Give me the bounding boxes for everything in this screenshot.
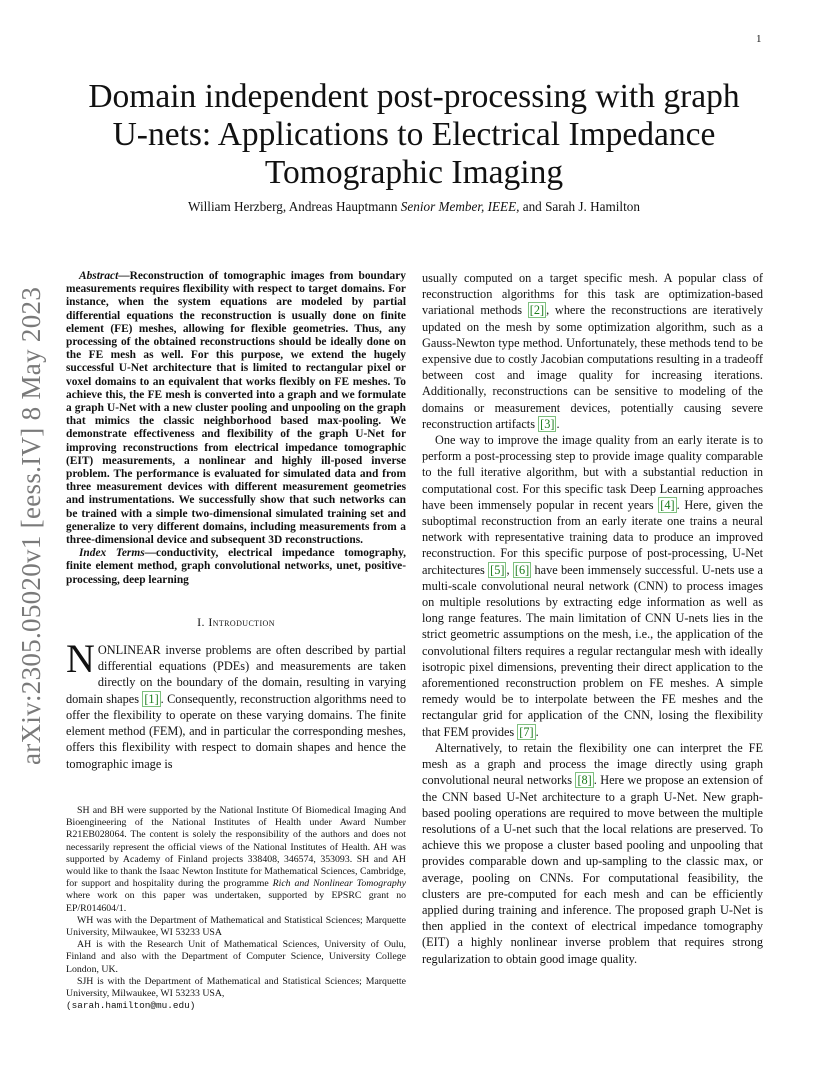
text-run: , where the reconstructions are iteratively updated on the mesh by some optimization algorithm, such as a Gauss-Newton type method. Unfortunately, these methods tend to be expensive due to costly Jacobian computations resulting in a tradeoff between cost and image quality for increasing iterations. Additionally, reconstructions can be sensitive to modeling of the domains or measurement devices, potentially causing severe reconstruction artifacts <box>422 303 763 431</box>
index-terms <box>66 547 406 587</box>
footnotes <box>66 805 406 1012</box>
intro-lead: ONLINEAR inverse problems are often described by partial differential equations (PDEs) and measurements are taken directly on the boundary of the domain, resulting in varying domain shapes <box>66 643 406 706</box>
text-run: SJH is with the Department of Mathematical and Statistical Sciences; Marquette University, Milwaukee, WI 53233 USA, <box>66 975 406 1000</box>
text-run: where work on this paper was undertaken, supported by EPSRC grant no EP/R014604/1. <box>66 890 406 914</box>
page-number: 1 <box>756 33 762 45</box>
intro-tail: . Consequently, reconstruction algorithms need to offer the flexibility to operate on these varying domains. The finite element method (FEM), and in particular the corresponding meshes, offers this flexibility with respect to domain shapes and hence the tomographic image is <box>66 691 406 771</box>
text-run: . Here we propose an extension of the CNN based U-Net architecture to a graph U-Net. New graph-based pooling operations are required to move between the multiple resolutions of a U-net such that the local relations are preserved. To achieve this we propose a cluster based pooling and unpooling that provides comparable down and up-sampling to the classic max, or average, pooling on CNNs. For computational feasibility, the clusters are pre-computed for each mesh and can be efficiently applied during training and inference. The proposed graph U-Net is then applied in the context of electrical impedance tomography (EIT) a highly nonlinear inverse problem that requires strong regularization to obtain good image quality. <box>422 773 763 966</box>
text-run: have been immensely successful. U-nets use a multi-scale convolutional neural network (CNN) to process images on multiple resolutions by extracting edge information as well as long range features. The main limitation of CNN U-nets lies in the strict geometric assumptions on the mesh, i.e., the application of the convolutional filters requires a regular rectangular mesh with ideally isotropic pixel dimensions, preventing their direct application to the aforementioned reconstruction problem on FE meshes. A simple remedy would be to interpolate between the FE meshes and the rectangular grid for application of the CNN, losing the flexibility that FEM provides <box>422 562 763 739</box>
index-terms-text: conductivity, electrical impedance tomography, finite element method, graph convolutional networks, unet, positive-processing, deep learning <box>66 547 406 586</box>
intro-paragraph <box>66 636 406 772</box>
citation-link[interactable]: [8] <box>577 773 592 788</box>
text-run: . <box>556 416 560 431</box>
authors-lead: William Herzberg, Andreas Hauptmann <box>188 199 401 214</box>
arxiv-identifier: arXiv:2305.05020v1 [eess.IV] 8 May 2023 <box>16 286 46 765</box>
abstract-text: Reconstruction of tomographic images from boundary measurements requires flexibility with respect to target domains. For instance, when the system equations are modeled by partial differential equations the reconstruction is usually done on finite element (FE) meshes, allowing for flexible geometries. Thus, any processing of the obtained reconstructions should be ideally done on the FE mesh as well. For this purpose, we extend the hugely successful U-Net architecture that is limited to rectangular pixel or voxel domains to an equivalent that works flexibly on FE meshes. To achieve this, the FE mesh is converted into a graph and we formulate a graph U-Net with a new cluster pooling and unpooling on the graph that mimics the classic neighborhood based max-pooling. We demonstrate effectiveness and flexibility of the graph U-Net for improving reconstructions from electrical impedance tomographic (EIT) measurements, a nonlinear and highly ill-posed inverse problem. The performance is evaluated for simulated data and from three measurement devices with different measurement geometries and instrumentations. We successfully show that such networks can be trained with a simple two-dimensional simulated training set and generalize to very different domains, including measurements from a three-dimensional device and subsequent 3D reconstructions. <box>66 270 406 547</box>
citation-link[interactable]: [5] <box>490 562 505 577</box>
citation-link[interactable]: [2] <box>529 303 545 318</box>
citation-link[interactable]: [4] <box>660 497 675 512</box>
footnote-affiliation-ah: AH is with the Research Unit of Mathematical Sciences, University of Oulu, Finland and also with the Department of Computer Science, University College London, UK. <box>66 939 406 975</box>
section-name: Introduction <box>208 614 275 629</box>
text-run: Alternatively, to retain the flexibility one can interpret the FE mesh as a graph and process the image directly using graph convolutional neural networks <box>422 740 763 788</box>
abstract-dash: — <box>118 270 130 282</box>
author-list <box>70 199 758 215</box>
footnote-affiliation-sjh <box>66 976 406 1013</box>
paper-title: Domain independent post-processing with graph U-nets: Applications to Electrical Impedance Tomographic Imaging <box>88 78 740 191</box>
drop-cap: N <box>66 636 95 682</box>
footnote-funding <box>66 805 406 915</box>
footnote-affiliation-wh: WH was with the Department of Mathematical and Statistical Sciences; Marquette University, Milwaukee, WI 53233 USA <box>66 914 406 939</box>
abstract <box>66 270 406 547</box>
citation-link[interactable]: [7] <box>519 724 534 739</box>
text-run: . Here, given the suboptimal reconstruction from an early iterate one trains a neural network with representative training data to produce an improved reconstruction. For this specific purpose of post-processing, U-Net architectures <box>422 497 764 577</box>
text-run: , <box>506 562 513 577</box>
citation-link[interactable]: [6] <box>514 562 530 577</box>
index-terms-label: Index Terms <box>79 547 145 560</box>
programme-name: Rich and Nonlinear Tomography <box>272 878 406 890</box>
right-column <box>422 270 763 967</box>
section-number: I. <box>197 614 209 629</box>
text-run: One way to improve the image quality from an early iterate is to perform a post-processing step to provide image quality comparable to the full iterative algorithm, but with a substantial reduction in computational cost. For this specific task Deep Learning approaches have been immensely popular in recent years <box>422 433 763 512</box>
left-column <box>66 270 406 772</box>
section-heading-introduction <box>66 614 406 630</box>
body-paragraph <box>422 270 763 432</box>
citation-link[interactable]: [1] <box>144 691 159 706</box>
text-run: . <box>535 724 539 739</box>
body-paragraph <box>422 740 763 967</box>
body-paragraph <box>422 432 763 740</box>
abstract-label: Abstract <box>79 270 119 282</box>
authors-tail: and Sarah J. Hamilton <box>519 199 640 214</box>
text-run: usually computed on a target specific mesh. A popular class of reconstruction algorithms for this task are optimization-based variational methods <box>422 271 763 318</box>
email-link[interactable]: (sarah.hamilton@mu.edu) <box>66 1000 196 1012</box>
authors-role: Senior Member, IEEE, <box>400 199 520 214</box>
citation-link[interactable]: [3] <box>540 416 555 431</box>
index-terms-dash: — <box>144 547 157 560</box>
text-run: SH and BH were supported by the National Institute Of Biomedical Imaging And Bioengineering of the National Institutes of Health under Award Number R21EB028064. The content is solely the responsibility of the authors and does not necessarily represent the official views of the National Institutes of Health. AH was supported by Academy of Finland projects 338408, 346574, 353093. SH and AH would like to thank the Isaac Newton Institute for Mathematical Sciences, Cambridge, for support and hospitality during the programme <box>66 805 406 890</box>
